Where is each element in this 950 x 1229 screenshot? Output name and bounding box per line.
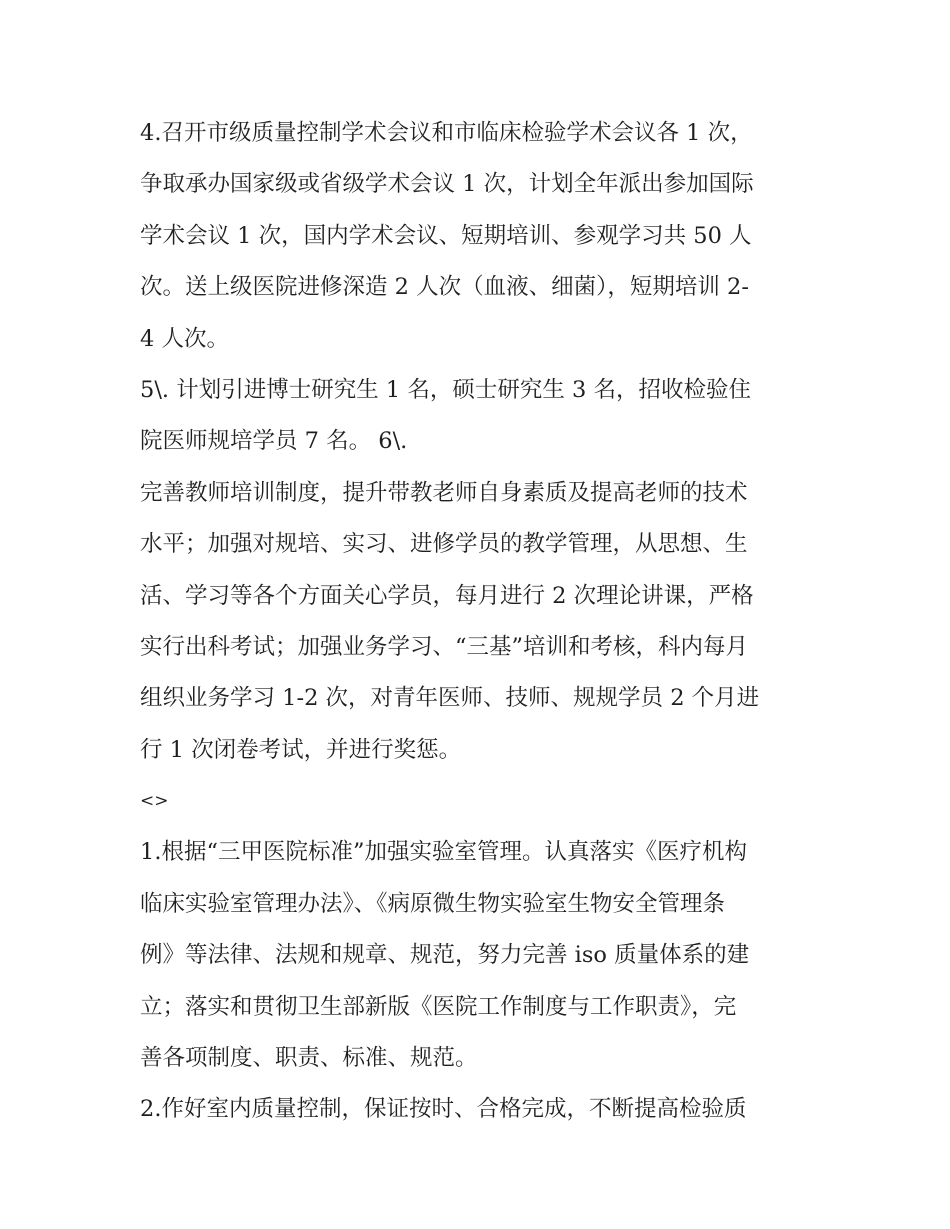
text-line: 立；落实和贯彻卫生部新版《医院工作制度与工作职责》，完 (140, 993, 737, 1020)
placeholder-marker: <> (140, 791, 169, 812)
text-line: 学术会议 1 次，国内学术会议、短期培训、参观学习共 50 人 (140, 222, 752, 249)
text-line: 实行出科考试；加强业务学习、“三基”培训和考核，科内每月 (140, 633, 749, 660)
text-line: 水平；加强对规培、实习、进修学员的教学管理，从思想、生 (140, 531, 748, 558)
text-line: 5\. 计划引进博士研究生 1 名，硕士研究生 3 名，招收检验住 (140, 376, 751, 403)
text-line: 4.召开市级质量控制学术会议和市临床检验学术会议各 1 次， (140, 120, 753, 146)
text-line: 1.根据“三甲医院标准”加强实验室管理。认真落实《医疗机构 (140, 839, 747, 866)
text-line: 2.作好室内质量控制，保证按时、合格完成，不断提高检验质 (140, 1096, 747, 1123)
document-body (140, 108, 820, 1136)
text-line: 完善教师培训制度，提升带教老师自身素质及提高老师的技术 (140, 479, 748, 506)
text-line: 活、学习等各个方面关心学员，每月进行 2 次理论讲课，严格 (140, 582, 754, 609)
text-line: 争取承办国家级或省级学术会议 1 次，计划全年派出参加国际 (140, 171, 754, 198)
text-line: 善各项制度、职责、标准、规范。 (140, 1045, 478, 1072)
text-line: 行 1 次闭卷考试，并进行奖惩。 (140, 736, 462, 763)
text-line: 组织业务学习 1-2 次，对青年医师、技师、规规学员 2 个月进 (140, 685, 760, 712)
text-line: 院医师规培学员 7 名。 6\. (140, 428, 408, 455)
text-line: 临床实验室管理办法》、《病原微生物实验室生物安全管理条 (140, 890, 726, 917)
text-line: 4 人次。 (140, 325, 229, 352)
text-line: 次。送上级医院进修深造 2 人次（血液、细菌），短期培训 2- (140, 274, 749, 301)
text-line: 例》等法律、法规和规章、规范，努力完善 iso 质量体系的建 (140, 942, 750, 969)
